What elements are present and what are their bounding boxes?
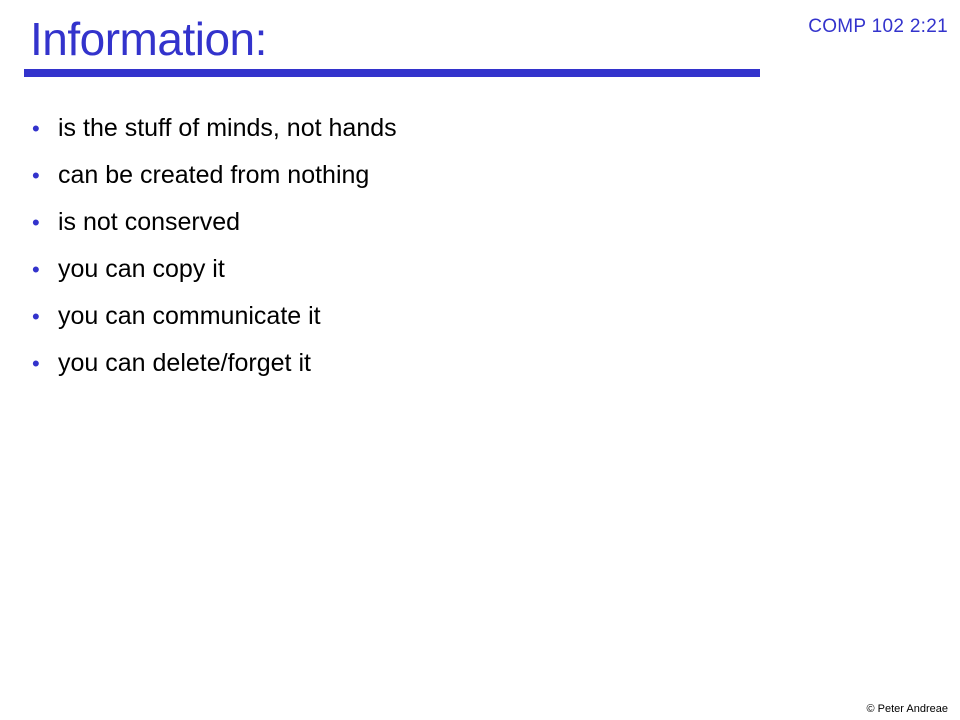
slide-title: Information: <box>30 13 267 65</box>
bullet-text: you can communicate it <box>58 302 321 330</box>
bullet-dot-icon: • <box>32 163 40 188</box>
bullet-text: can be created from nothing <box>58 161 370 189</box>
bullet-text: you can copy it <box>58 255 225 283</box>
copyright-footer: © Peter Andreae <box>866 703 948 715</box>
bullet-item <box>32 349 397 396</box>
bullet-item <box>32 255 397 302</box>
course-code-label: COMP 102 2:21 <box>808 16 948 37</box>
bullet-list <box>32 114 397 396</box>
bullet-text: is not conserved <box>58 208 241 236</box>
bullet-text: is the stuff of minds, not hands <box>58 114 397 142</box>
bullet-item <box>32 302 397 349</box>
title-underline <box>24 69 760 77</box>
bullet-item <box>32 161 397 208</box>
bullet-dot-icon: • <box>32 116 40 141</box>
bullet-dot-icon: • <box>32 304 40 329</box>
bullet-dot-icon: • <box>32 257 40 282</box>
bullet-item <box>32 208 397 255</box>
bullet-text: you can delete/forget it <box>58 349 311 377</box>
bullet-dot-icon: • <box>32 210 40 235</box>
bullet-dot-icon: • <box>32 351 40 376</box>
bullet-item <box>32 114 397 161</box>
